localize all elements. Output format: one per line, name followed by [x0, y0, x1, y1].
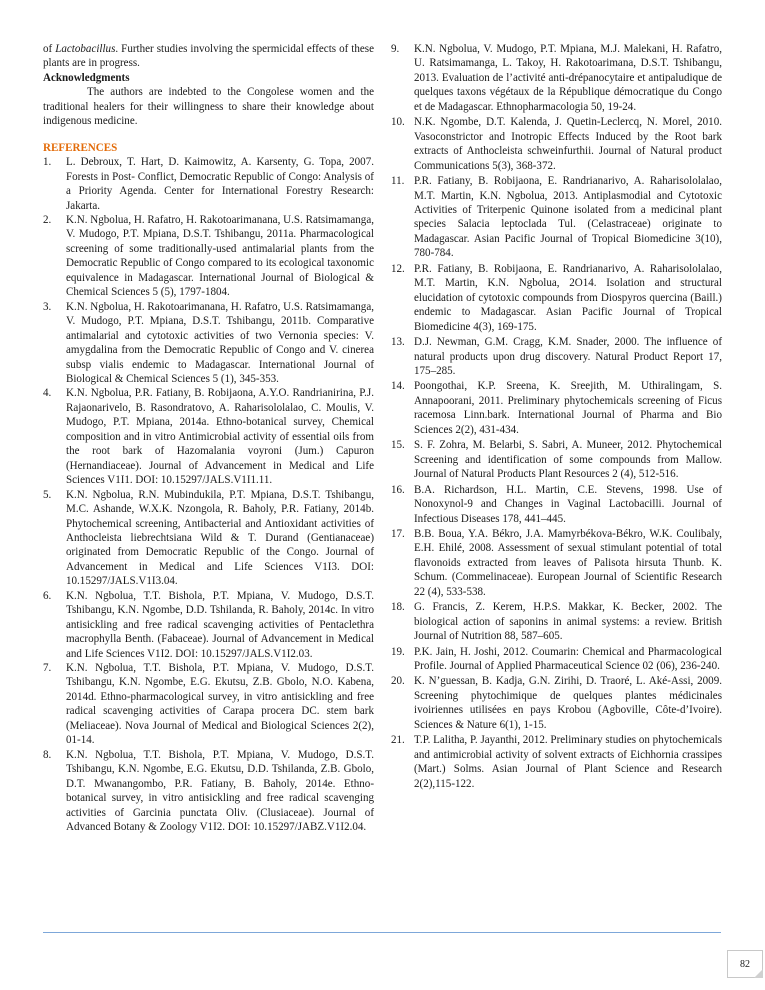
reference-item: 1. L. Debroux, T. Hart, D. Kaimowitz, A. Karsenty, G. Topa, 2007. Forests in Post- Conflict, Democratic Republic of Congo: Analysis of a Priority Agenda. Center for International Forestry Research: Jakarta. [43, 156, 374, 212]
genus-name: Lactobacillus [55, 43, 116, 55]
reference-item: 11. P.R. Fatiany, B. Robijaona, E. Randrianarivo, A. Raharisololalao, M.T. Martin, K.N. Ngbolua, 2013. Antiplasmodial and Cytotoxic Activities of Triterpenic Quinone isolated from a medicinal plant species Salacia leptoclada Tul. (Celastraceae) originate to Madagascar. Asian Pacific Journal of Tropical Biomedicine 3(10), 780-784. [391, 175, 722, 260]
reference-item: 20. K. N’guessan, B. Kadja, G.N. Zirihi, D. Traoré, L. Aké-Assi, 2009. Screening phytochimique de quelques plantes médicinales ivoiriennes utilisées en pays Krobou (Agboville, Côte-d’Ivoire). Sciences & Nature 6(1), 1-15. [391, 675, 722, 731]
reference-item: 12. P.R. Fatiany, B. Robijaona, E. Randrianarivo, A. Raharisololalao, M.T. Martin, K.N. Ngbolua, 2O14. Isolation and structural elucidation of cytotoxic compounds from Diospyros quercina (Baill.) endemic to Madagascar. Asian Pacific Journal of Tropical Biomedicine 4(3), 169-175. [391, 262, 722, 333]
page-number-box [727, 950, 763, 978]
reference-list-left [43, 155, 374, 834]
reference-item: 14. Poongothai, K.P. Sreena, K. Sreejith, M. Uthiralingam, S. Annapoorani, 2011. Preliminary phytochemicals screening of Ficus racemosa Linn.bark. International Journal of Pharma and Bio Sciences 2(2), 431-434. [391, 380, 722, 436]
reference-item: 10. N.K. Ngombe, D.T. Kalenda, J. Quetin-Leclercq, N. Morel, 2010. Vasoconstrictor and Inotropic Effects Induced by the Root bark extracts of Anthocleista schweinfurthii. Journal of Natural product Communications 5(3), 368-372. [391, 116, 722, 172]
acknowledgments-text: The authors are indebted to the Congolese women and the traditional healers for their willingness to share their knowledge about indigenous medicine. [43, 86, 374, 128]
reference-item: 18. G. Francis, Z. Kerem, H.P.S. Makkar, K. Becker, 2002. The biological action of saponins in animal systems: a review. British Journal of Nutrition 88, 587–605. [391, 601, 722, 643]
left-column [43, 42, 374, 834]
reference-item: 8. K.N. Ngbolua, T.T. Bishola, P.T. Mpiana, V. Mudogo, D.S.T. Tshibangu, K.N. Ngombe, E.G. Ekutsu, D.D. Tshilanda, Z.B. Gbolo, D.T. Mwanangombo, P.R. Fatiany, B. Baholy, 2014e. Ethno-botanical survey, in vitro antisickling and free radical scavenging activities of Garcinia punctata Oliv. (Clusiaceae). Journal of Advanced Botany & Zoology V1I2. DOI: 10.15297/JABZ.V1I2.04. [43, 748, 374, 834]
reference-item: 7. K.N. Ngbolua, T.T. Bishola, P.T. Mpiana, V. Mudogo, D.S.T. Tshibangu, K.N. Ngombe, E.G. Ekutsu, Z.B. Gbolo, N.O. Kabena, 2014d. Ethno-pharmacological survey, in vitro antisickling and free radical scavenging activities of Carapa procera DC. stem bark (Meliaceae). Nova Journal of Medical and Biological Sciences 2(2), 01-14. [43, 662, 374, 747]
reference-item: 16. B.A. Richardson, H.L. Martin, C.E. Stevens, 1998. Use of Nonoxynol-9 and Changes in Vaginal Lactobacilli. Journal of Infectious Diseases 178, 441–445. [391, 483, 722, 525]
reference-item: 3. K.N. Ngbolua, H. Rakotoarimanana, H. Rafatro, U.S. Ratsimamanga, V. Mudogo, P.T. Mpiana, D.S.T. Tshibangu, 2011b. Comparative antimalarial and cytotoxic activities of two Vernonia species: V. amygdalina from the Democratic Republic of Congo and V. cinerea subsp vialis endemic to Madagascar. International Journal of Biological & Chemical Sciences 5 (1), 345-353. [43, 300, 374, 385]
reference-item: 13. D.J. Newman, G.M. Cragg, K.M. Snader, 2000. The influence of natural products upon drug discovery. Natural Product Report 17, 175–285. [391, 336, 722, 377]
references-heading: REFERENCES [43, 141, 118, 154]
reference-item: 21. T.P. Lalitha, P. Jayanthi, 2012. Preliminary studies on phytochemicals and antimicrobial activity of solvent extracts of Eichhornia crassipes (Mart.) Solms. Asian Journal of Plant Science and Research 2(2),115-122. [391, 734, 722, 790]
intro-paragraph: of Lactobacillus. Further studies involving the spermicidal effects of these plants are in progress. [43, 43, 375, 70]
footer-divider [43, 932, 721, 933]
page-number: 82 [740, 958, 750, 970]
reference-item: 6. K.N. Ngbolua, T.T. Bishola, P.T. Mpiana, V. Mudogo, D.S.T. Tshibangu, K.N. Ngombe, D.D. Tshilanda, R. Baholy, 2014c. In vitro antisickling and free radical scavenging activities of Pentaclethra macrophylla Benth. (Fabaceae). Journal of Advancement in Medical and Life Sciences V1I2. DOI: 10.15297/JALS.V1I2.03. [43, 589, 374, 660]
reference-item: 9. K.N. Ngbolua, V. Mudogo, P.T. Mpiana, M.J. Malekani, H. Rafatro, U. Ratsimamanga, L. Takoy, H. Rakotoarimana, D.S.T. Tshibangu, 2013. Evaluation de l’activité anti-drépanocytaire et antipaludique de quelques taxons végétaux de la République démocratique du Congo et de Madagascar. Ethnopharmacologia 50, 19-24. [391, 43, 722, 113]
reference-item: 5. K.N. Ngbolua, R.N. Mubindukila, P.T. Mpiana, D.S.T. Tshibangu, M.C. Ashande, W.X.K. Nzongola, R. Baholy, P.R. Fatiany, 2014b. Phytochemical screening, Antibacterial and Antioxidant activities of Anthocleista liebrechtsiana Wild & T. Durand (Gentianaceae) originated from Democratic Republic of the Congo. Journal of Advancement in Medical and Life Sciences V1I3. DOI: 10.15297/JALS.V1I3.04. [43, 488, 374, 588]
right-column [391, 42, 722, 792]
reference-item: 2. K.N. Ngbolua, H. Rafatro, H. Rakotoarimanana, U.S. Ratsimamanga, V. Mudogo, P.T. Mpiana, D.S.T. Tshibangu, 2011a. Pharmacological screening of some traditionally-used antimalarial plants from the Democratic Republic of Congo compared to its ecological taxonomic equivalence in Madagascar. International Journal of Biological & Chemical Sciences 5 (5), 1797-1804. [43, 213, 374, 299]
page-curl-decoration [754, 969, 763, 978]
reference-list-right [391, 42, 722, 791]
reference-item: 15. S. F. Zohra, M. Belarbi, S. Sabri, A. Muneer, 2012. Phytochemical Screening and identification of some compounds from Mallow. Journal of Natural Products Plant Resources 2 (4), 512-516. [391, 439, 722, 481]
reference-item: 19. P.K. Jain, H. Joshi, 2012. Coumarin: Chemical and Pharmacological Profile. Journal of Applied Pharmaceutical Science 02 (06), 236-240. [391, 645, 722, 673]
reference-item: 4. K.N. Ngbolua, P.R. Fatiany, B. Robijaona, A.Y.O. Randrianirina, P.J. Rajaonarivelo, B. Rasondratovo, A. Raharisololalao, C. Moulis, V. Mudogo, P.T. Mpiana, 2014a. Ethno-botanical survey, Chemical composition and in vitro Antimicrobial activity of essential oils from the root bark of Hazomalania voyroni (Jum.) Capuron (Hernandiaceae). Journal of Advancement in Medical and Life Sciences V1I1. DOI: 10.15297/JALS.V1I1.11. [43, 387, 374, 487]
acknowledgments-heading: Acknowledgments [43, 71, 130, 84]
reference-item: 17. B.B. Boua, Y.A. Békro, J.A. Mamyrbékova-Békro, W.K. Coulibaly, E.H. Ehilé, 2008. Assessment of sexual stimulant potential of total flavonoids extracted from leaves of Palisota hirsuta Thunb. K. Schum. (Commelinaceae). European Journal of Scientific Research 22 (4), 533-538. [391, 527, 722, 598]
